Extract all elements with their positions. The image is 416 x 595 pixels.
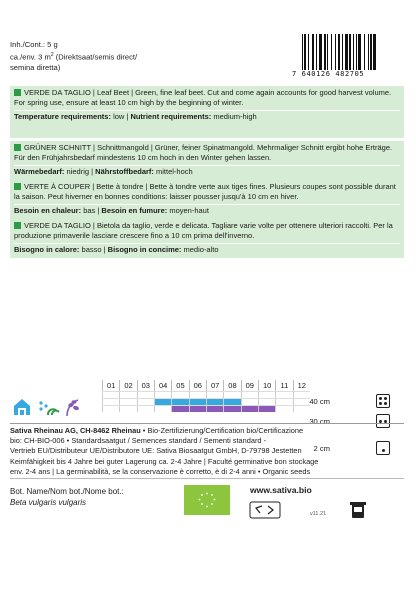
calendar-cell	[223, 392, 240, 398]
barcode-bar	[342, 34, 343, 70]
calendar-cell	[119, 392, 136, 398]
temperature-value: niedrig |	[64, 167, 96, 177]
botanical-label: Bot. Name/Nom bot./Nome bot.:	[10, 487, 124, 496]
barcode-bar	[368, 34, 369, 70]
company-info	[10, 426, 410, 477]
description: VERDE DA TAGLIO | Leaf Beet | Green, fine leaf beet. Cut and come again accounts for good harvest volume. For spring use, ensure at least 10 cm high by the beginning of winter.	[14, 88, 392, 108]
barcode-bar	[358, 34, 361, 70]
row-spacing-icon	[376, 394, 390, 408]
barcode	[292, 34, 402, 78]
requirements	[14, 243, 400, 255]
calendar-legend-icons	[12, 396, 82, 418]
calendar-cell	[137, 406, 154, 412]
plant-spacing-value: 30 cm	[309, 417, 330, 426]
calendar-cell	[154, 392, 171, 398]
calendar-row-sowing	[102, 398, 310, 405]
language-block-2	[10, 180, 404, 219]
harvest-icon	[67, 400, 80, 416]
calendar-cell	[258, 406, 275, 412]
language-block-1	[10, 141, 404, 180]
requirements	[14, 110, 400, 122]
nutrient-value: medio-alto	[181, 245, 219, 255]
calendar-cell	[258, 392, 275, 398]
compost-bin-icon	[350, 502, 366, 518]
barcode-bar	[331, 34, 332, 70]
nutrient-label: Nährstoffbedarf:	[95, 167, 154, 177]
sowing-area: ca./env. 3 $m^2$ (Direktsaat/semis direct/	[10, 52, 138, 62]
row-spacing-value: 40 cm	[309, 397, 330, 406]
temperature-label: Wärmebedarf:	[14, 167, 65, 177]
calendar-cell	[102, 392, 119, 398]
nutrient-label: Bisogno in concime:	[107, 245, 182, 255]
barcode-bar	[304, 34, 306, 70]
language-block-3	[10, 219, 404, 258]
calendar-cell	[171, 406, 188, 412]
calendar-cell	[154, 406, 171, 412]
calendar-cell	[171, 399, 188, 405]
recycling-icons	[248, 500, 368, 522]
month-label: 03	[137, 380, 154, 391]
month-label: 05	[171, 380, 188, 391]
nutrient-value: medium-high	[211, 112, 257, 122]
outdoor-sowing-icon	[39, 401, 59, 415]
nutrient-value: moyen-haut	[167, 206, 209, 216]
barcode-bar	[327, 34, 328, 70]
square-flag-icon	[14, 222, 21, 229]
month-label: 04	[154, 380, 171, 391]
requirements	[14, 165, 400, 177]
calendar-cell	[189, 406, 206, 412]
calendar-cell	[206, 406, 223, 412]
barcode-bar	[316, 34, 317, 70]
barcode-bar	[324, 34, 326, 70]
calendar-row-greenhouse	[102, 391, 310, 398]
barcode-bar	[308, 34, 309, 70]
barcode-bar	[353, 34, 354, 70]
temperature-label: Bisogno in calore:	[14, 245, 80, 255]
website-link[interactable]: www.sativa.bio	[250, 485, 312, 495]
description: VERDE DA TAGLIO | Bietola da taglio, verde e delicata. Tagliare varie volte per ottenere ulteriori raccolti. Per la produzione primaverile lasciare crescere fino a 10 cm prima dell'inverno.	[14, 221, 393, 241]
temperature-value: bas |	[81, 206, 102, 216]
calendar-row-harvest	[102, 405, 310, 412]
company-line: Vertrieb EU/Distributeur UE/Distributore UE: Sativa Biosaatgut GmbH, D-79798 Jestetten	[10, 446, 302, 456]
month-label: 06	[189, 380, 206, 391]
barcode-bar	[364, 34, 365, 70]
calendar-cell	[189, 399, 206, 405]
company-name: Sativa Rheinau AG, CH-8462 Rheinau	[10, 426, 141, 435]
month-label: 11	[275, 380, 292, 391]
calendar-cell	[206, 392, 223, 398]
barcode-digits: 7 640126 482705	[292, 70, 365, 78]
temperature-label: Temperature requirements:	[14, 112, 111, 122]
botanical-latin-name: Beta vulgaris vulgaris	[10, 498, 87, 507]
section-divider	[10, 423, 404, 424]
description: VERTE À COUPER | Bette à tondre | Bette à tondre verte aux tiges fines. Plusieurs coupes sont possible durant la saison. Peut hiverner en bonnes conditions: laisser pousser jusqu'à 10 cm en hiver.	[14, 182, 396, 202]
square-flag-icon	[14, 144, 21, 151]
temperature-value: basso |	[79, 245, 108, 255]
month-label: 08	[223, 380, 240, 391]
calendar-cell	[171, 392, 188, 398]
calendar-cell	[137, 399, 154, 405]
calendar-cell	[241, 392, 258, 398]
requirements	[14, 204, 400, 216]
calendar-cell	[137, 392, 154, 398]
sowing-calendar	[102, 380, 310, 412]
square-flag-icon	[14, 89, 21, 96]
barcode-bar	[312, 34, 314, 70]
sowing-area-line2: semina diretta)	[10, 63, 61, 73]
square-flag-icon	[14, 183, 21, 190]
barcode-bar	[338, 34, 340, 70]
calendar-cell	[223, 406, 240, 412]
temperature-value: low |	[110, 112, 131, 122]
barcode-bar	[356, 34, 357, 70]
content-weight: Inh./Cont.: 5 g	[10, 40, 58, 49]
barcode-bar	[335, 34, 336, 70]
recycle-paper-icon	[250, 502, 280, 518]
barcode-bar	[345, 34, 348, 70]
barcode-bars	[302, 34, 400, 70]
company-line: Sativa Rheinau AG, CH-8462 Rheinau • Bio-Zertifizierung/Certification bio/Certificazione	[10, 426, 304, 435]
calendar-cell	[241, 406, 258, 412]
calendar-cell	[258, 399, 275, 405]
barcode-bar	[370, 34, 372, 70]
calendar-cell	[223, 399, 240, 405]
botanical-name	[10, 486, 124, 508]
footer-divider	[10, 478, 404, 479]
calendar-cell	[206, 399, 223, 405]
calendar-cell	[119, 399, 136, 405]
calendar-cell	[275, 406, 292, 412]
calendar-cell	[102, 406, 119, 412]
month-label: 12	[293, 380, 310, 391]
description: GRÜNER SCHNITT | Schnittmangold | Grüner, feiner Spinatmangold. Mehrmaliger Schnitt ergibt hohe Erträge. Für den Frühjahrsbedarf mindestens 10 cm hoch in den Winter gehen lassen.	[14, 143, 393, 163]
temperature-label: Besoin en chaleur:	[14, 206, 82, 216]
company-line: Keimfähigkeit bis 4 Jahre bei guter Lagerung ca. 2-4 Jahre | Faculté germinative bon stockage	[10, 456, 319, 466]
version-label: v11.21	[310, 511, 327, 517]
eu-organic-logo	[184, 485, 230, 515]
month-label: 01	[102, 380, 119, 391]
month-label: 07	[206, 380, 223, 391]
company-line: bio: CH-BIO-006 • Standardsaatgut / Semences standard / Sementi standard -	[10, 436, 267, 446]
calendar-months	[102, 380, 310, 391]
month-label: 09	[241, 380, 258, 391]
sowing-depth-value: 2 cm	[313, 444, 330, 453]
month-label: 02	[119, 380, 136, 391]
nutrient-value: mittel-hoch	[153, 167, 193, 177]
content-info	[10, 40, 137, 74]
language-block-0	[10, 86, 404, 138]
barcode-bar	[373, 34, 376, 70]
calendar-cell	[189, 392, 206, 398]
greenhouse-icon	[14, 399, 30, 415]
calendar-cell	[154, 399, 171, 405]
calendar-cell	[119, 406, 136, 412]
barcode-bar	[349, 34, 351, 70]
month-label: 10	[258, 380, 275, 391]
eu-organic-leaf-icon	[197, 492, 217, 508]
calendar-cell	[293, 406, 310, 412]
calendar-cell	[102, 399, 119, 405]
barcode-bar	[302, 34, 303, 70]
barcode-bar	[319, 34, 322, 70]
calendar-cell	[241, 399, 258, 405]
nutrient-label: Nutrient requirements:	[130, 112, 212, 122]
company-line: env. 2-4 ans | La germinabilità, se la conservazione è corretto, è di 2-4 anni • Organic seeds	[10, 466, 311, 476]
nutrient-label: Besoin en fumure:	[101, 206, 168, 216]
